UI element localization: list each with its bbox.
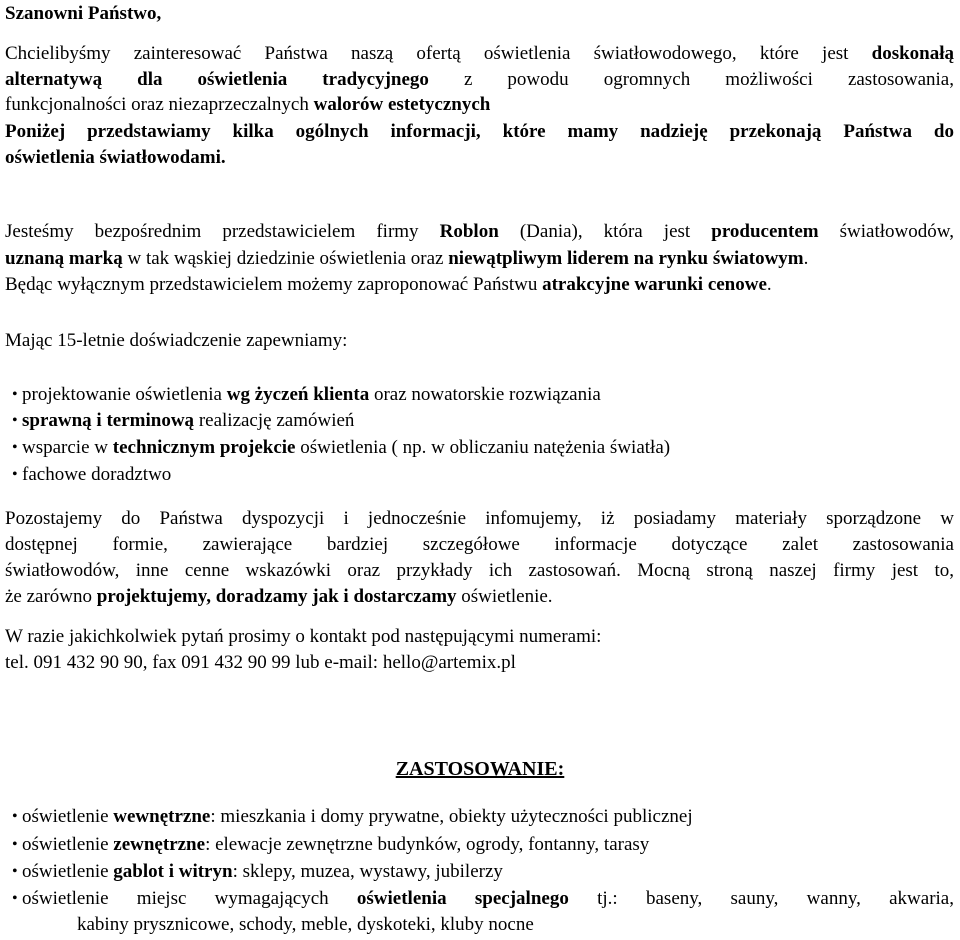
- usage-item-1: oświetlenie wewnętrzne: mieszkania i domy prywatne, obiekty użyteczności publicznej: [22, 806, 693, 827]
- bullet-icon: •: [12, 466, 18, 483]
- intro-line-4: Poniżej przedstawiamy kilka ogólnych informacji, które mamy nadzieję przekonają Państwa do: [5, 121, 954, 142]
- company-line-2: uznaną marką w tak wąskiej dziedzinie oświetlenia oraz niewątpliwym liderem na rynku światowym.: [5, 248, 809, 269]
- intro-line-1: Chcielibyśmy zainteresować Państwa naszą ofertą oświetlenia światłowodowego, które jest doskonałą: [5, 43, 954, 64]
- usage-item-4: oświetlenie miejsc wymagających oświetlenia specjalnego tj.: baseny, sauny, wanny, akwaria,: [22, 888, 954, 909]
- usage-item-4-continuation: kabiny prysznicowe, schody, meble, dyskoteki, kluby nocne: [77, 914, 534, 935]
- intro-line-5: oświetlenia światłowodami.: [5, 147, 226, 168]
- bullet-icon: •: [12, 439, 18, 456]
- bullet-icon: •: [12, 890, 18, 907]
- offer-line-1: Pozostajemy do Państwa dyspozycji i jednocześnie infomujemy, iż posiadamy materiały sporządzone w: [5, 508, 954, 529]
- company-line-1: Jesteśmy bezpośrednim przedstawicielem firmy Roblon (Dania), która jest producentem światłowodów,: [5, 221, 954, 242]
- bullet-icon: •: [12, 386, 18, 403]
- bullet-icon: •: [12, 412, 18, 429]
- intro-line-2: alternatywą dla oświetlenia tradycyjnego z powodu ogromnych możliwości zastosowania,: [5, 69, 954, 90]
- usage-heading: ZASTOSOWANIE:: [395, 758, 565, 780]
- bullet-icon: •: [12, 836, 18, 853]
- offer-line-4: że zarówno projektujemy, doradzamy jak i dostarczamy oświetlenie.: [5, 586, 553, 607]
- intro-line-3: funkcjonalności oraz niezaprzeczalnych walorów estetycznych: [5, 94, 491, 115]
- experience-item-3: wsparcie w technicznym projekcie oświetlenia ( np. w obliczaniu natężenia światła): [22, 437, 671, 458]
- bullet-icon: •: [12, 808, 18, 825]
- bullet-icon: •: [12, 863, 18, 880]
- usage-item-3: oświetlenie gablot i witryn: sklepy, muzea, wystawy, jubilerzy: [22, 861, 503, 882]
- greeting: Szanowni Państwo,: [5, 3, 162, 24]
- usage-item-2: oświetlenie zewnętrzne: elewacje zewnętrzne budynków, ogrody, fontanny, tarasy: [22, 834, 650, 855]
- experience-item-2: sprawną i terminową realizację zamówień: [22, 410, 355, 431]
- experience-intro: Mając 15-letnie doświadczenie zapewniamy:: [5, 330, 348, 351]
- contact-line-1: W razie jakichkolwiek pytań prosimy o kontakt pod następującymi numerami:: [5, 626, 602, 647]
- contact-line-2: tel. 091 432 90 90, fax 091 432 90 99 lub e-mail: hello@artemix.pl: [5, 652, 516, 673]
- experience-item-1: projektowanie oświetlenia wg życzeń klienta oraz nowatorskie rozwiązania: [22, 384, 601, 405]
- company-line-3: Będąc wyłącznym przedstawicielem możemy zaproponować Państwu atrakcyjne warunki cenowe.: [5, 274, 772, 295]
- offer-line-3: światłowodów, inne cenne wskazówki oraz przykłady ich zastosowań. Mocną stroną naszej firmy jest to,: [5, 560, 954, 581]
- offer-line-2: dostępnej formie, zawierające bardziej szczegółowe informacje dotyczące zalet zastosowania: [5, 534, 954, 555]
- experience-item-4: fachowe doradztwo: [22, 464, 172, 485]
